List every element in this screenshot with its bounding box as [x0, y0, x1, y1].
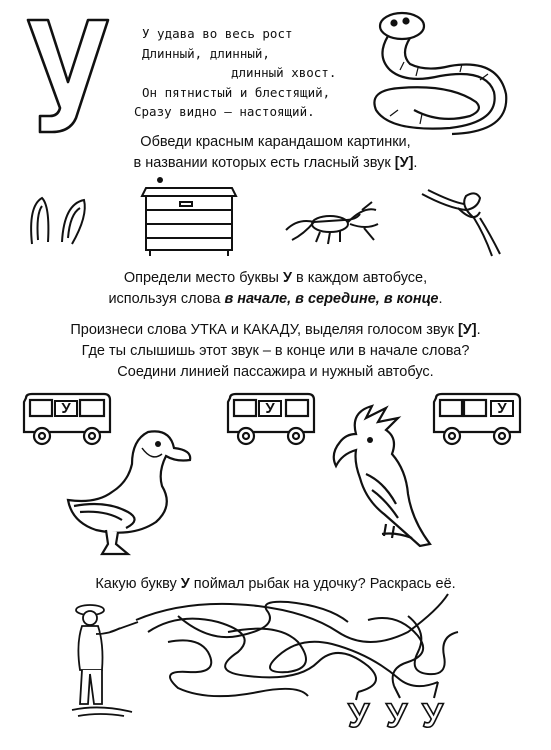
bus-3: [430, 392, 524, 448]
beehive-image: [140, 176, 238, 256]
fishing-line-maze: [108, 592, 468, 704]
task-2-instruction: [0, 268, 551, 310]
poem: [128, 24, 388, 122]
poem-line: длинный хвост.: [231, 65, 337, 80]
bus-2: [224, 392, 318, 448]
task-3-line-3: Соедини линией пассажира и нужный автобус.: [117, 364, 434, 380]
task-3-line-2: Где ты слышишь этот звук – в конце или в начале слова?: [81, 343, 470, 359]
task-2-line-1: Определи место буквы У в каждом автобусе,: [123, 270, 428, 286]
task-1-line-2: в названии которых есть гласный звук [У].: [133, 155, 418, 171]
crayfish-image: [284, 200, 382, 248]
task-1-line-1: Обведи красным карандашом картинки,: [140, 134, 411, 150]
task-4-line: Какую букву У поймал рыбак на удочку? Раскрась её.: [95, 576, 456, 592]
poem-line: Он пятнистый и блестящий,: [142, 84, 331, 100]
maze-letter-u[interactable]: У: [348, 697, 370, 735]
maze-letter-u[interactable]: У: [386, 697, 408, 735]
bus-letter-u: У: [490, 400, 514, 417]
task-3-line-1: Произнеси слова УТКА и КАКАДУ, выделяя голосом звук [У].: [70, 322, 481, 338]
poem-line: Сразу видно — настоящий.: [134, 104, 315, 119]
rabbit-ears-image: [28, 196, 90, 248]
parrot-image: [326, 404, 436, 556]
maze-letter-u[interactable]: У: [422, 697, 444, 735]
task-3-instruction: [0, 320, 551, 383]
big-letter-u: [26, 18, 110, 134]
bus-letter-u: У: [54, 400, 78, 417]
duck-image: [66, 426, 206, 560]
snake-image: [360, 6, 510, 136]
poem-line: Длинный, длинный,: [142, 45, 270, 61]
rope-image: [418, 188, 506, 260]
bus-letter-u: У: [258, 400, 282, 417]
poem-line: У удава во весь рост: [142, 26, 293, 41]
task-2-line-2: используя слова в начале, в середине, в конце.: [108, 291, 443, 307]
task-1-instruction: [0, 132, 551, 174]
